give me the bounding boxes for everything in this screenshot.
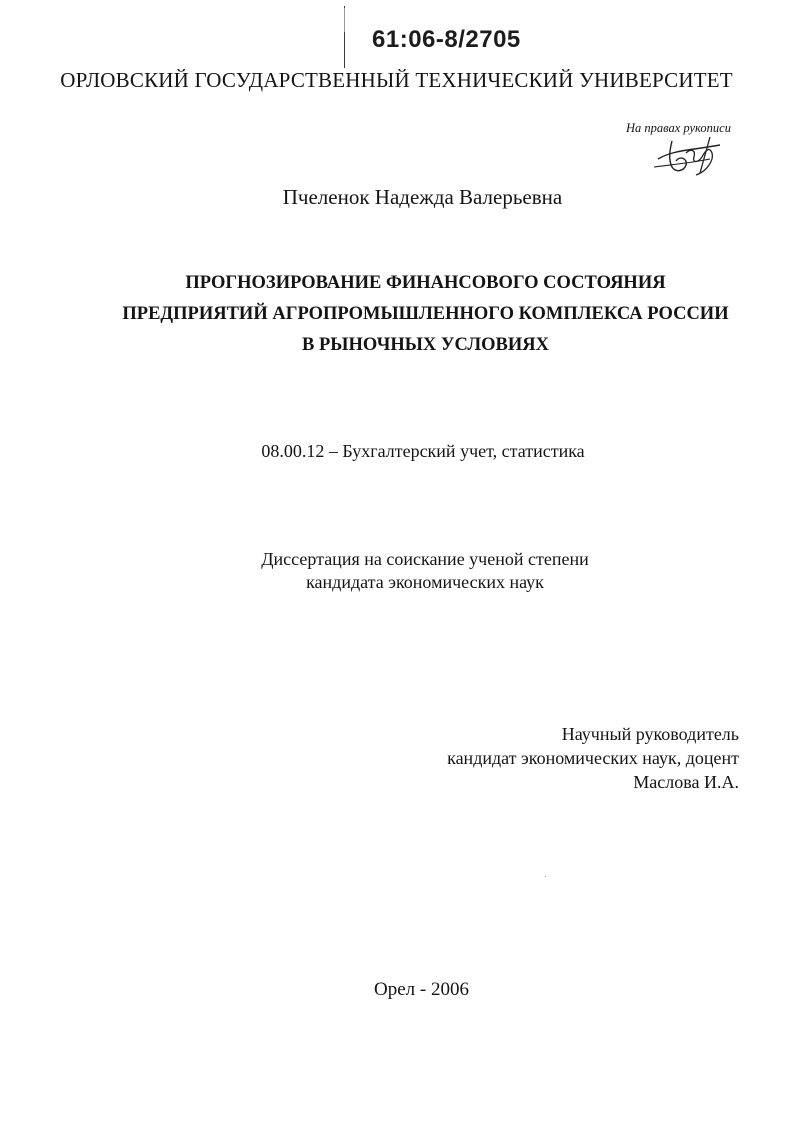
title-line: В РЫНОЧНЫХ УСЛОВИЯХ bbox=[302, 335, 549, 355]
handwritten-signature bbox=[650, 131, 730, 177]
supervisor-name: Маслова И.А. bbox=[633, 772, 739, 792]
specialty-code: 08.00.12 – Бухгалтерский учет, статистика bbox=[261, 441, 585, 461]
manuscript-rights-note: На правах рукописи bbox=[626, 121, 731, 135]
title-line: ПРОГНОЗИРОВАНИЕ ФИНАНСОВОГО СОСТОЯНИЯ bbox=[185, 273, 666, 293]
library-stamp-code: 61:06-8/2705 bbox=[372, 26, 521, 53]
degree-line: кандидата экономических наук bbox=[306, 572, 544, 592]
title-line: ПРЕДПРИЯТИЙ АГРОПРОМЫШЛЕННОГО КОМПЛЕКСА РОССИИ bbox=[122, 304, 729, 324]
university-name: ОРЛОВСКИЙ ГОСУДАРСТВЕННЫЙ ТЕХНИЧЕСКИЙ УНИВЕРСИТЕТ bbox=[60, 68, 733, 92]
city-year: Орел - 2006 bbox=[374, 979, 469, 1000]
author-name: Пчеленок Надежда Валерьевна bbox=[282, 185, 563, 209]
scan-artifact-line-faint bbox=[344, 8, 345, 32]
supervisor-degree: кандидат экономических наук, доцент bbox=[447, 748, 739, 768]
scan-speck bbox=[545, 876, 546, 877]
degree-statement bbox=[0, 548, 793, 594]
dissertation-title bbox=[0, 268, 793, 361]
degree-line: Диссертация на соискание ученой степени bbox=[261, 549, 589, 569]
supervisor-role: Научный руководитель bbox=[561, 724, 739, 744]
supervisor-block bbox=[447, 722, 739, 794]
